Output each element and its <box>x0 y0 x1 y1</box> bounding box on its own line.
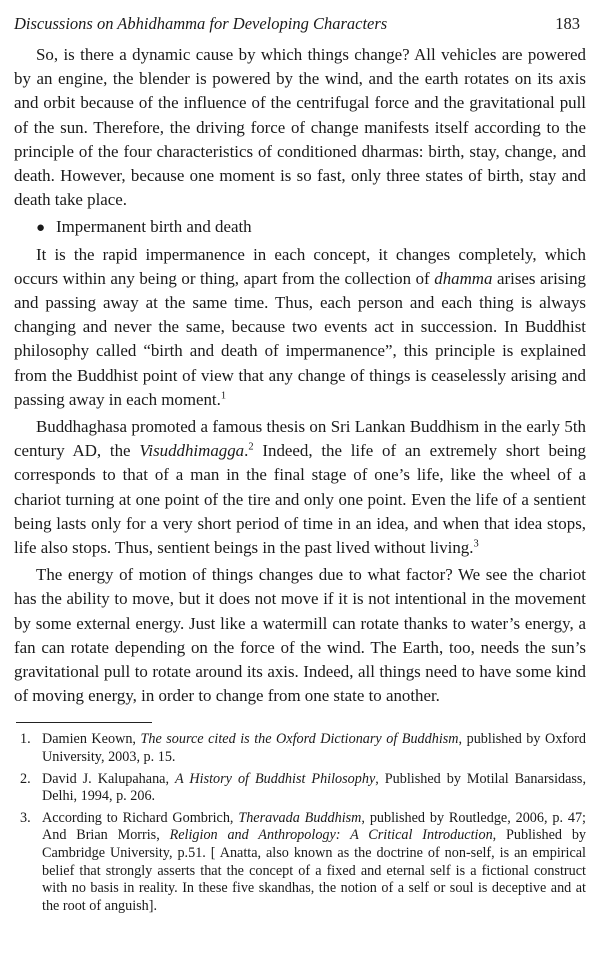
paragraph-3 <box>14 415 586 560</box>
footnote-3-italic-1: Theravada Buddhism <box>238 809 362 826</box>
footnote-text <box>42 810 586 916</box>
footnote-3 <box>14 810 586 916</box>
footnote-ref-3: 3 <box>473 538 479 550</box>
running-title: Discussions on Abhidhamma for Developing Characters <box>14 14 388 33</box>
footnote-2 <box>14 771 586 806</box>
footnote-divider <box>16 722 152 723</box>
bullet-item <box>14 215 586 240</box>
bullet-text: Impermanent birth and death <box>56 217 252 237</box>
paragraph-2-italic: dhamma <box>434 268 493 288</box>
footnote-3-text-a: According to Richard Gombrich, <box>42 809 239 826</box>
footnote-ref-2: 2 <box>248 441 254 453</box>
footnote-1 <box>14 731 586 766</box>
footnote-2-text-b: , Published by Motilal Banarsidass, Delhi, 1994, p. 206. <box>42 770 586 805</box>
footnotes <box>14 731 586 915</box>
running-header <box>14 14 586 34</box>
footnote-ref-1: 1 <box>220 390 227 402</box>
footnote-3-italic-2: Religion and Anthropology: A Critical Introduction <box>169 827 493 844</box>
footnote-1-text-a: Damien Keown, <box>42 731 141 748</box>
paragraph-3-text-c: Indeed, the life of an extremely short being corresponds to that of a man in the final stage of one’s life, like the wheel of a chariot turning at one point of the tire and only one point. Even the life of a sentient being lasts only for a very short period of time in an idea, and when that idea stops, life also stops. Thus, sentient beings in the past lived without living. <box>14 441 586 558</box>
footnote-text <box>42 731 586 766</box>
footnote-1-text-b: , published by Oxford University, 2003, p. 15. <box>42 731 586 766</box>
paragraph-2-text-b: arises arising and passing away at the same time. Thus, each person and each thing is always changing and never the same, because two events act in succession. In Buddhist philosophy called “birth and death of impermanence”, this principle is explained from the Buddhist point of view that any change of things is ceaselessly arising and passing away in each moment. <box>14 268 586 409</box>
paragraph-3-italic: Visuddhimagga <box>139 441 245 461</box>
footnote-number: 1. <box>20 731 31 748</box>
footnote-number: 2. <box>20 770 31 787</box>
footnote-3-text-c: , Published by Cambridge University, p.51. [ Anatta, also known as the doctrine of non-self, is an empirical belief that strongly asserts that the concept of a fixed and eternal self is a fictional construct with no basis in reality. In these five skandhas, the notion of a self or soul is deceptive and at the root of anguish]. <box>42 827 587 914</box>
paragraph-3-text-a: Buddhaghasa promoted a famous thesis on Sri Lankan Buddhism in the early 5th century AD, the <box>14 417 586 461</box>
page-number: 183 <box>555 14 580 33</box>
footnote-text <box>42 771 586 806</box>
footnote-2-text-a: David J. Kalupahana, <box>42 770 175 787</box>
paragraph-3-text-b: . <box>244 441 249 461</box>
paragraph-4: The energy of motion of things changes due to what factor? We see the chariot has the ability to move, but it does not move if it is not intentional in the movement by some external energy. Just like a watermill can rotate thanks to water’s energy, a fan can rotate depending on the force of the wind. The Earth, too, needs the sun’s gravitational pull to rotate around its axis. Indeed, all things need to have some kind of moving energy, in order to change from one state to another. <box>14 565 586 706</box>
footnote-2-italic: A History of Buddhist Philosophy <box>175 770 376 787</box>
body-text <box>14 43 586 708</box>
footnote-number: 3. <box>20 809 31 826</box>
paragraph-1: So, is there a dynamic cause by which things change? All vehicles are powered by an engine, the blender is powered by the wind, and the earth rotates on its axis and orbit because of the influence of the centrifugal force and the gravitational pull of the sun. Therefore, the driving force of change manifests itself according to the principle of the four characteristics of conditioned dharmas: birth, stay, change, and death. However, because one moment is so fast, only three states of birth, stay and death take place. <box>14 45 586 210</box>
paragraph-2-text-a: It is the rapid impermanence in each concept, it changes completely, which occurs within any being or thing, apart from the collection of <box>14 244 586 288</box>
footnote-3-text-b: , published by Routledge, 2006, p. 47; And Brian Morris, <box>42 809 587 844</box>
bullet-icon: ● <box>36 220 46 237</box>
footnote-1-italic: The source cited is the Oxford Dictionary of Buddhism <box>140 731 459 748</box>
paragraph-2 <box>14 243 586 412</box>
